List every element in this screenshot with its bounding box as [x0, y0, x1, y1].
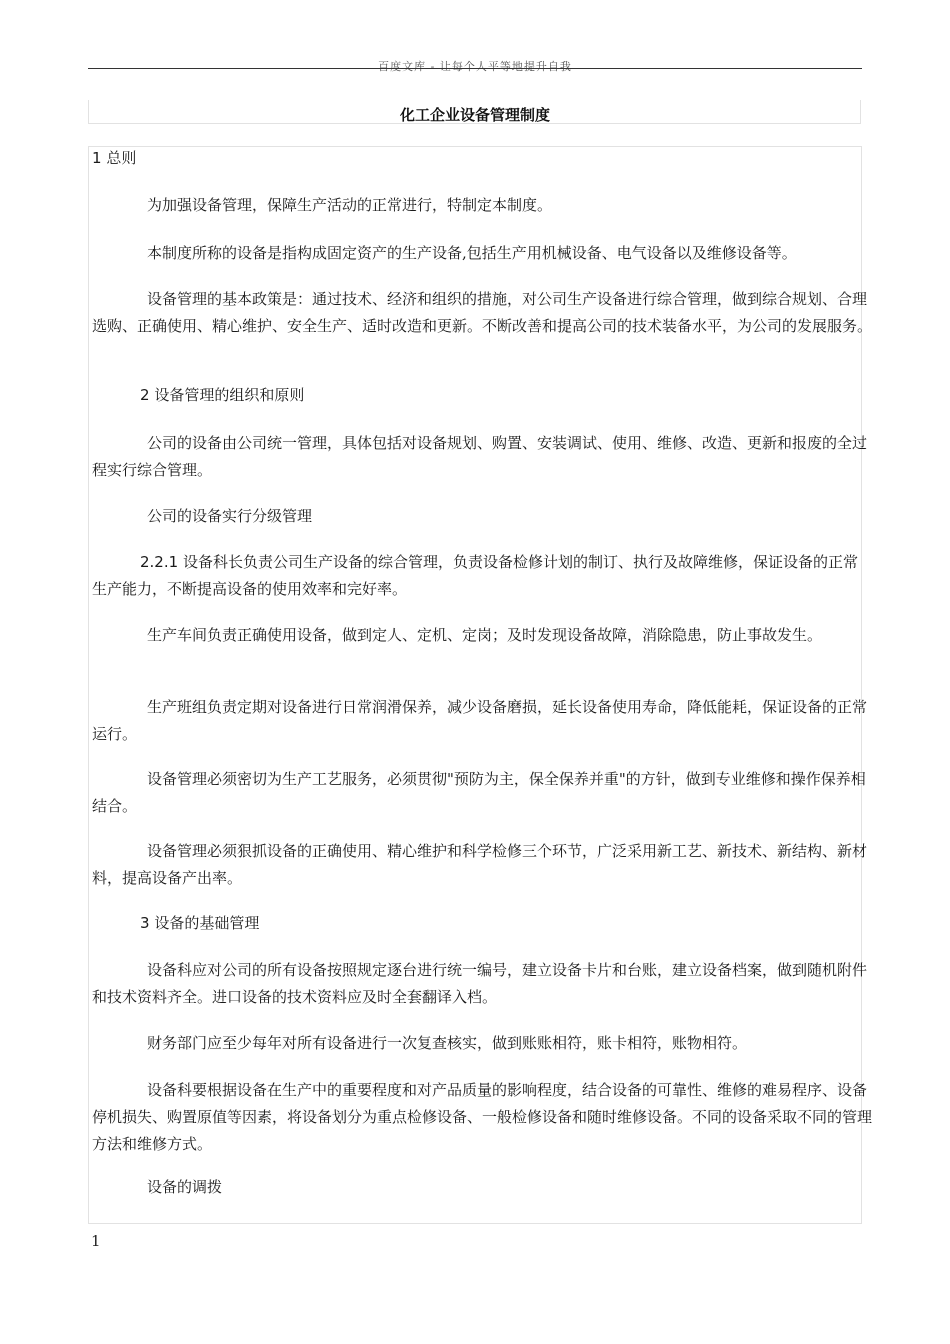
paragraph: 生产班组负责定期对设备进行日常润滑保养，减少设备磨损，延长设备使用寿命，降低能耗，保证设备的正常运行。: [92, 698, 868, 743]
paragraph: 公司的设备实行分级管理: [147, 507, 313, 525]
paragraph: 本制度所称的设备是指构成固定资产的生产设备,包括生产用机械设备、电气设备以及维修设备等。: [147, 244, 797, 262]
page-number: 1: [91, 1232, 101, 1250]
header-text: 百度文库 - 让每个人平等地提升自我: [378, 60, 572, 73]
subsection-paragraph: 2.2.1 设备科长负责公司生产设备的综合管理，负责设备检修计划的制订、执行及故障维修，保证设备的正常生产能力，不断提高设备的使用效率和完好率。: [92, 553, 858, 598]
paragraph: 设备的调拨: [147, 1178, 223, 1196]
paragraph: 设备科要根据设备在生产中的重要程度和对产品质量的影响程度，结合设备的可靠性、维修的难易程序、设备停机损失、购置原值等因素，将设备划分为重点检修设备、一般检修设备和随时维修设备。不同的设备采取不同的管理方法和维修方式。: [92, 1081, 873, 1153]
section-heading-3: 3 设备的基础管理: [140, 914, 260, 932]
paragraph: 设备科应对公司的所有设备按照规定逐台进行统一编号，建立设备卡片和台账，建立设备档案，做到随机附件和技术资料齐全。进口设备的技术资料应及时全套翻译入档。: [92, 961, 868, 1006]
paragraph: 公司的设备由公司统一管理，具体包括对设备规划、购置、安装调试、使用、维修、改造、更新和报废的全过程实行综合管理。: [92, 434, 868, 479]
header-rule: [88, 68, 862, 69]
paragraph: 设备管理必须狠抓设备的正确使用、精心维护和科学检修三个环节，广泛采用新工艺、新技术、新结构、新材料，提高设备产出率。: [92, 842, 868, 887]
paragraph: 生产车间负责正确使用设备，做到定人、定机、定岗；及时发现设备故障，消除隐患，防止事故发生。: [147, 626, 823, 644]
section-heading-2: 2 设备管理的组织和原则: [140, 386, 305, 404]
section-heading-1: 1 总则: [92, 149, 137, 167]
paragraph: 设备管理必须密切为生产工艺服务，必须贯彻"预防为主，保全保养并重"的方针，做到专业维修和操作保养相结合。: [92, 770, 866, 815]
paragraph: 为加强设备管理，保障生产活动的正常进行，特制定本制度。: [147, 196, 553, 214]
paragraph: 财务部门应至少每年对所有设备进行一次复查核实，做到账账相符，账卡相符，账物相符。: [147, 1034, 748, 1052]
paragraph: 设备管理的基本政策是：通过技术、经济和组织的措施，对公司生产设备进行综合管理，做到综合规划、合理选购、正确使用、精心维护、安全生产、适时改造和更新。不断改善和提高公司的技术装备水平，为公司的发展服务。: [92, 290, 873, 335]
document-title: 化工企业设备管理制度: [399, 106, 550, 124]
